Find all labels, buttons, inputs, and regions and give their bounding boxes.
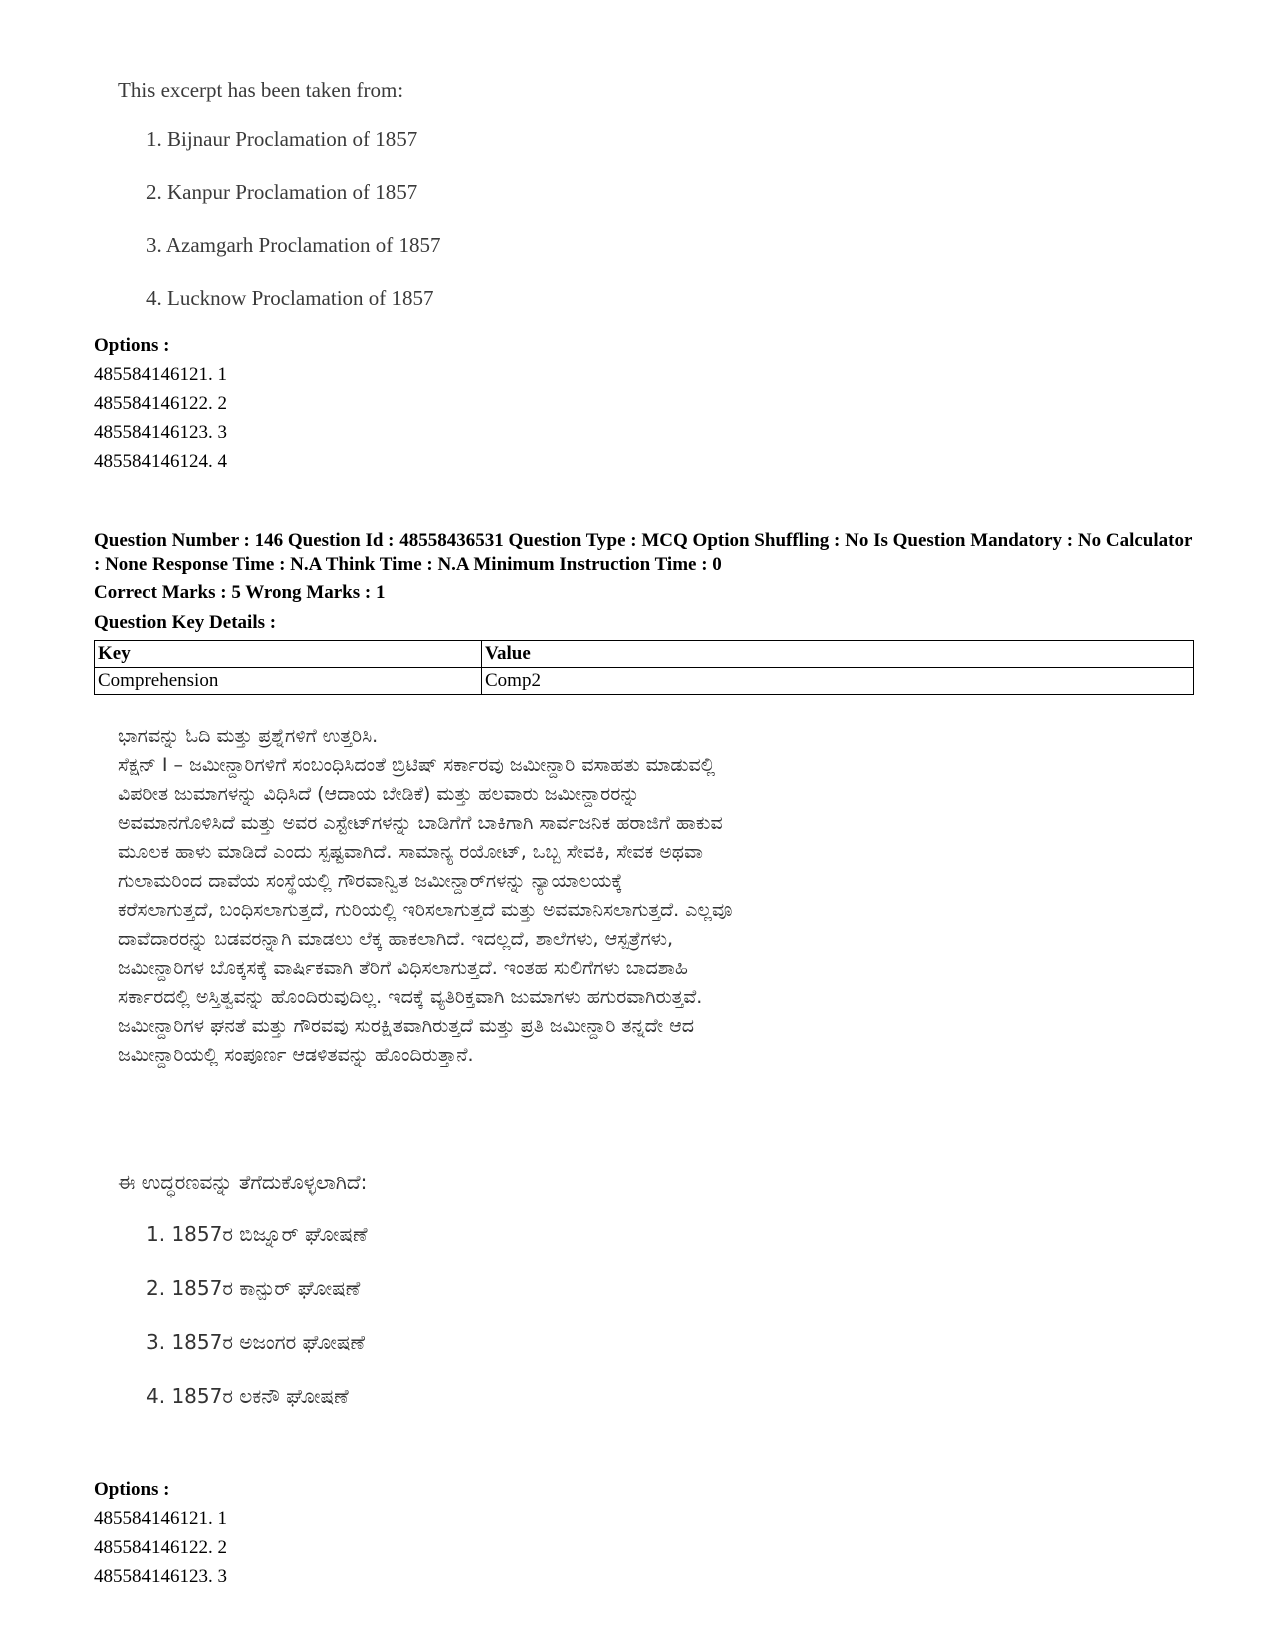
- excerpt-item: 3. Azamgarh Proclamation of 1857: [146, 233, 441, 257]
- excerpt-line: ಸರ್ಕಾರದಲ್ಲಿ ಅಸ್ತಿತ್ವವನ್ನು ಹೊಂದಿರುವುದಿಲ್ಲ. ಇದಕ್ಕೆ ವ್ಯತಿರಿಕ್ತವಾಗಿ ಜುಮಾಗಳು ಹಗುರವಾಗಿರುತ್ತವೆ.: [118, 986, 703, 1008]
- option-item: 485584146123. 3: [94, 1566, 227, 1587]
- excerpt-intro: This excerpt has been taken from:: [118, 78, 404, 102]
- excerpt-english: [118, 78, 441, 339]
- table-cell: Comprehension: [95, 668, 482, 695]
- table-header: Value: [482, 641, 1194, 668]
- key-details-label: Question Key Details :: [94, 612, 277, 633]
- table-header: Key: [95, 641, 482, 668]
- options-block: [94, 1475, 227, 1591]
- option-item: 485584146122. 2: [94, 393, 227, 414]
- table-cell: Comp2: [482, 668, 1194, 695]
- options-block: [94, 331, 227, 476]
- excerpt-item: 3. 1857ರ ಅಜಂಗರ ಘೋಷಣೆ: [146, 1330, 366, 1354]
- excerpt-line: ಕರೆಸಲಾಗುತ್ತದೆ, ಬಂಧಿಸಲಾಗುತ್ತದೆ, ಗುರಿಯಲ್ಲಿ ಇರಿಸಲಾಗುತ್ತದೆ ಮತ್ತು ಅವಮಾನಿಸಲಾಗುತ್ತದೆ. ಎಲ್ಲವೂ: [118, 899, 733, 921]
- excerpt-item: 4. Lucknow Proclamation of 1857: [146, 286, 434, 310]
- excerpt-item: 4. 1857ರ ಲಕನೌ ಘೋಷಣೆ: [146, 1384, 349, 1408]
- excerpt-item: 1. 1857ರ ಬಿಜ್ನೂರ್ ಘೋಷಣೆ: [146, 1222, 368, 1246]
- question-meta: Question Number : 146 Question Id : 48558436531 Question Type : MCQ Option Shuffling : No Is Question Mandatory : No Calculator : None Response Time : N.A Think Time : N.A Minimum Instruction Time : 0: [94, 530, 1193, 575]
- table-header-row: [95, 641, 1194, 668]
- option-item: 485584146121. 1: [94, 364, 227, 385]
- option-item: 485584146121. 1: [94, 1508, 227, 1529]
- excerpt-line: ಜಮೀನ್ದಾರಿಯಲ್ಲಿ ಸಂಪೂರ್ಣ ಆಡಳಿತವನ್ನು ಹೊಂದಿರುತ್ತಾನೆ.: [118, 1044, 474, 1066]
- excerpt-item: 1. Bijnaur Proclamation of 1857: [146, 127, 418, 151]
- excerpt-kannada-sources: [118, 1170, 368, 1438]
- excerpt-line: ಜಮೀನ್ದಾರಿಗಳ ಬೊಕ್ಕಸಕ್ಕೆ ವಾರ್ಷಿಕವಾಗಿ ತೆರಿಗೆ ವಿಧಿಸಲಾಗುತ್ತದೆ. ಇಂತಹ ಸುಲಿಗೆಗಳು ಬಾದಶಾಹಿ: [118, 957, 688, 979]
- question-marks: Correct Marks : 5 Wrong Marks : 1: [94, 582, 386, 603]
- table-row: [95, 668, 1194, 695]
- excerpt-line: ವಿಪರೀತ ಜುಮಾಗಳನ್ನು ವಿಧಿಸಿದೆ (ಆದಾಯ ಬೇಡಿಕೆ) ಮತ್ತು ಹಲವಾರು ಜಮೀನ್ದಾರರನ್ನು: [118, 783, 640, 805]
- options-label: Options :: [94, 1479, 170, 1500]
- excerpt-line: ಗುಲಾಮರಿಂದ ದಾವೆಯ ಸಂಸ್ಥೆಯಲ್ಲಿ ಗೌರವಾನ್ವಿತ ಜಮೀನ್ದಾರ್‌ಗಳನ್ನು ನ್ಯಾಯಾಲಯಕ್ಕೆ: [118, 870, 623, 892]
- option-item: 485584146123. 3: [94, 422, 227, 443]
- excerpt-intro: ಈ ಉದ್ಧರಣವನ್ನು ತೆಗೆದುಕೊಳ್ಳಲಾಗಿದೆ:: [118, 1170, 368, 1194]
- option-item: 485584146122. 2: [94, 1537, 227, 1558]
- excerpt-item: 2. Kanpur Proclamation of 1857: [146, 180, 418, 204]
- excerpt-item: 2. 1857ರ ಕಾನ್ಪುರ್ ಘೋಷಣೆ: [146, 1276, 361, 1300]
- option-item: 485584146124. 4: [94, 451, 227, 472]
- excerpt-kannada: [118, 722, 1168, 1070]
- excerpt-line: ಭಾಗವನ್ನು ಓದಿ ಮತ್ತು ಪ್ರಶ್ನೆಗಳಿಗೆ ಉತ್ತರಿಸಿ.: [118, 725, 379, 747]
- excerpt-line: ಸೆಕ್ಷನ್ I – ಜಮೀನ್ದಾರಿಗಳಿಗೆ ಸಂಬಂಧಿಸಿದಂತೆ ಬ್ರಿಟಿಷ್ ಸರ್ಕಾರವು ಜಮೀನ್ದಾರಿ ವಸಾಹತು ಮಾಡುವಲ್ಲಿ: [118, 754, 716, 776]
- options-label: Options :: [94, 335, 170, 356]
- excerpt-line: ಮೂಲಕ ಹಾಳು ಮಾಡಿದೆ ಎಂದು ಸ್ಪಷ್ಟವಾಗಿದೆ. ಸಾಮಾನ್ಯ ರಯೋಟ್, ಒಬ್ಬ ಸೇವಕಿ, ಸೇವಕ ಅಥವಾ: [118, 841, 703, 863]
- excerpt-line: ಜಮೀನ್ದಾರಿಗಳ ಘನತೆ ಮತ್ತು ಗೌರವವು ಸುರಕ್ಷಿತವಾಗಿರುತ್ತದೆ ಮತ್ತು ಪ್ರತಿ ಜಮೀನ್ದಾರಿ ತನ್ನದೇ ಆದ: [118, 1015, 694, 1037]
- excerpt-line: ಅವಮಾನಗೊಳಿಸಿದೆ ಮತ್ತು ಅವರ ಎಸ್ಟೇಟ್‌ಗಳನ್ನು ಬಾಡಿಗೆಗೆ ಬಾಕಿಗಾಗಿ ಸಾರ್ವಜನಿಕ ಹರಾಜಿಗೆ ಹಾಕುವ: [118, 812, 723, 834]
- key-details-table: [94, 640, 1194, 695]
- excerpt-line: ದಾವೆದಾರರನ್ನು ಬಡವರನ್ನಾಗಿ ಮಾಡಲು ಲೆಕ್ಕ ಹಾಕಲಾಗಿದೆ. ಇದಲ್ಲದೆ, ಶಾಲೆಗಳು, ಆಸ್ಪತ್ರೆಗಳು,: [118, 928, 674, 950]
